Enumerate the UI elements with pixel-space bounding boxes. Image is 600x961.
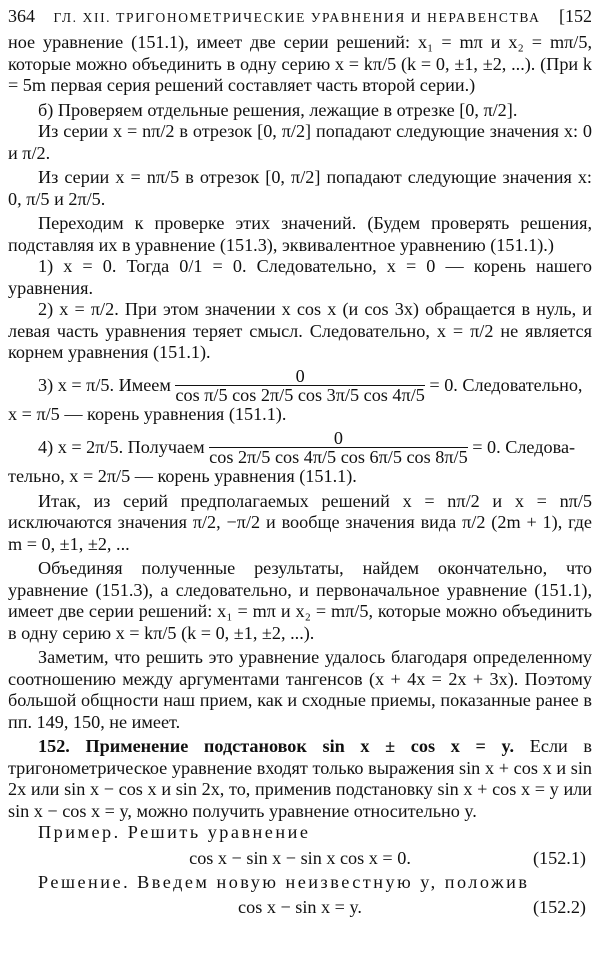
paragraph-5: Переходим к проверке этих значений. (Будем проверять решения, подставляя их в уравнение (151.3), эквивалентное уравнению (151.1).) [8,213,592,255]
example-label: Пример. Решить уравнение [38,822,311,842]
paragraph-2: б) Проверяем отдельные решения, лежащие в отрезке [0, π/2]. [38,99,518,120]
den-term: cos 6π/5 [340,447,402,467]
case-4-tail: = 0. Следова- [472,437,576,457]
case-4-line [8,429,592,466]
case-3-line [8,367,592,404]
case-4-numerator: 0 [209,429,468,448]
case-4-conclusion: тельно, x = 2π/5 — корень уравнения (151.1). [8,466,357,486]
case-3-lead: 3) x = π/5. Имеем [38,374,171,395]
section-152 [8,736,592,822]
paragraph-6: 1) x = 0. Тогда 0/1 = 0. Следовательно, x = 0 — корень нашего уравнения. [8,256,592,298]
page [8,6,592,921]
equation-text: cos x − sin x = y. [238,897,362,917]
running-title: ГЛ. XII. ТРИГОНОМЕТРИЧЕСКИЕ УРАВНЕНИЯ И НЕРАВЕНСТВА [53,10,541,25]
den-term: cos 4π/5 [363,384,425,405]
equation-152-1 [8,846,592,870]
solution-label: Решение. Введем новую неизвестную y, положив [38,871,530,892]
equation-number: (152.2) [532,897,586,917]
section-body: Если в тригонометрическое уравнение входят только выражения sin x + cos x и sin 2x или sin x − cos x и sin 2x, то, применив подстановку sin x + cos x = y или sin x − cos x = y, можно получить уравнение относительно y. [8,736,592,821]
case-3-numerator: 0 [175,367,424,386]
paragraph-3: Из серии x = nπ/2 в отрезок [0, π/2] попадают следующие значения x: 0 и π/2. [8,121,592,163]
case-3-conclusion: x = π/5 — корень уравнения (151.1). [8,403,287,424]
den-term: cos 2π/5 [232,384,294,405]
den-term: cos π/5 [175,384,228,405]
paragraph-1: ное уравнение (151.1), имеет две серии решений: x₁ = mπ и x₂ = mπ/5, которые можно объединить в одну серию x = kπ/5 (k = 0, ±1, ±2, ...). (При k = 5m первая серия решений составляет часть второй серии.) [8,32,592,95]
equation-number: (152.1) [532,847,586,868]
paragraph-10: Итак, из серий предполагаемых решений x = nπ/2 и x = nπ/5 исключаются значения π/2, −π/2 и вообще значения вида π/2 (2m + 1), где m = 0, ±1, ±2, ... [8,490,592,554]
equation-text: cos x − sin x − sin x cos x = 0. [189,847,411,868]
section-ref: [152 [559,6,592,26]
case-4-fraction [209,429,468,466]
case-3-fraction [175,367,424,404]
den-term: cos 3π/5 [297,384,360,405]
paragraph-4: Из серии x = nπ/5 в отрезок [0, π/2] попадают следующие значения x: 0, π/5 и 2π/5. [8,167,592,209]
case-4-denominator [209,448,468,466]
paragraph-11: Объединяя полученные результаты, найдем окончательно, что уравнение (151.3), а следовательно, и первоначальное уравнение (151.1), имеет две серии решений: x₁ = mπ и x₂ = mπ/5, которые можно объединить в одну серию x = kπ/5 (k = 0, ±1, ±2, ...). [8,558,592,643]
den-term: cos 8π/5 [406,447,468,467]
den-term: cos 2π/5 [209,447,271,467]
case-3-denominator [175,386,424,404]
case-3-tail: = 0. Следовательно, [429,374,583,395]
paragraph-7: 2) x = π/2. При этом значении x cos x (и cos 3x) обращается в нуль, и левая часть уравнения теряет смысл. Следовательно, x = π/2 не является корнем уравнения (151.1). [8,299,592,362]
section-heading: 152. Применение подстановок sin x ± cos x = y. [38,736,515,756]
case-4-lead: 4) x = 2π/5. Получаем [38,437,205,457]
running-header [8,6,592,32]
paragraph-12: Заметим, что решить это уравнение удалось благодаря определенному соотношению между аргументами тангенсов (x + 4x = 2x + 3x). Поэтому большой общности наш прием, как и сходные приемы, показанные ранее в пп. 149, 150, не имеет. [8,647,592,732]
den-term: cos 4π/5 [274,447,337,467]
equation-152-2 [8,895,592,919]
page-number: 364 [8,6,35,26]
